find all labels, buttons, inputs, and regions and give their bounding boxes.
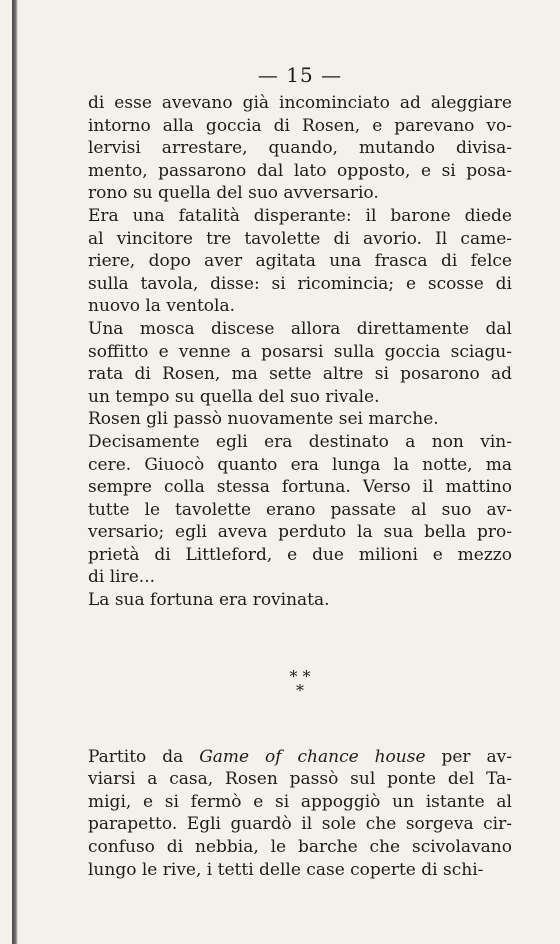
text-line: soffitto e venne a posarsi sulla goccia sciagu- <box>88 341 512 362</box>
text-line: rono su quella del suo avversario. <box>88 183 379 204</box>
paragraph <box>88 205 512 318</box>
text-line: al vincitore tre tavolette di avorio. Il came- <box>88 228 512 249</box>
paragraph <box>88 589 512 612</box>
section-separator <box>88 666 512 700</box>
text-line: tutte le tavolette erano passate al suo av- <box>88 499 512 520</box>
text-line: versario; egli aveva perduto la sua bella pro- <box>88 522 512 543</box>
text-line: intorno alla goccia di Rosen, e parevano vo- <box>88 115 512 136</box>
text-line: Decisamente egli era destinato a non vin- <box>88 431 512 452</box>
paragraph <box>88 318 512 408</box>
paragraph <box>88 746 512 882</box>
paragraph <box>88 92 512 205</box>
book-page <box>88 60 512 920</box>
paragraph <box>88 431 512 589</box>
separator-asterisk-bottom: * <box>296 680 304 700</box>
text-line: confuso di nebbia, le barche che scivolavano <box>88 837 512 858</box>
text-line: Partito da Game of chance house per av- <box>88 746 512 767</box>
text-line: di lire... <box>88 567 155 588</box>
page-binding-edge <box>12 0 18 944</box>
paragraph <box>88 408 512 431</box>
text-line: Una mosca discese allora direttamente dal <box>88 318 512 339</box>
text-line: viarsi a casa, Rosen passò sul ponte del Ta- <box>88 769 512 790</box>
text-line: cere. Giuocò quanto era lunga la notte, ma <box>88 454 512 475</box>
text-line: lungo le rive, i tetti delle case coperte di schi- <box>88 859 484 880</box>
text-line: La sua fortuna era rovinata. <box>88 590 330 611</box>
text-line: riere, dopo aver agitata una frasca di felce <box>88 251 512 272</box>
final-paragraph <box>88 746 512 882</box>
text-line: migi, e si fermò e si appoggiò un istante al <box>88 791 512 812</box>
text-line: mento, passarono dal lato opposto, e si posa- <box>88 160 512 181</box>
text-line: un tempo su quella del suo rivale. <box>88 386 380 407</box>
italic-title: Game of chance house <box>199 746 426 767</box>
text-line: parapetto. Egli guardò il sole che sorgeva cir- <box>88 814 512 835</box>
text-line: Era una fatalità disperante: il barone diede <box>88 205 512 226</box>
text-line: Rosen gli passò nuovamente sei marche. <box>88 409 439 430</box>
text-line: di esse avevano già incominciato ad aleggiare <box>88 93 512 113</box>
text-line: prietà di Littleford, e due milioni e mezzo <box>88 544 512 565</box>
text-line: sulla tavola, disse: si ricomincia; e scosse di <box>88 273 512 294</box>
page-number: — 15 — <box>257 63 343 87</box>
text-line: rata di Rosen, ma sette altre si posarono ad <box>88 364 512 385</box>
text-line: nuovo la ventola. <box>88 296 236 317</box>
body-text <box>88 92 512 612</box>
text-line: lervisi arrestare, quando, mutando divisa- <box>88 138 512 159</box>
separator-asterisks-top: * * <box>289 666 311 686</box>
text-line: sempre colla stessa fortuna. Verso il mattino <box>88 477 512 498</box>
